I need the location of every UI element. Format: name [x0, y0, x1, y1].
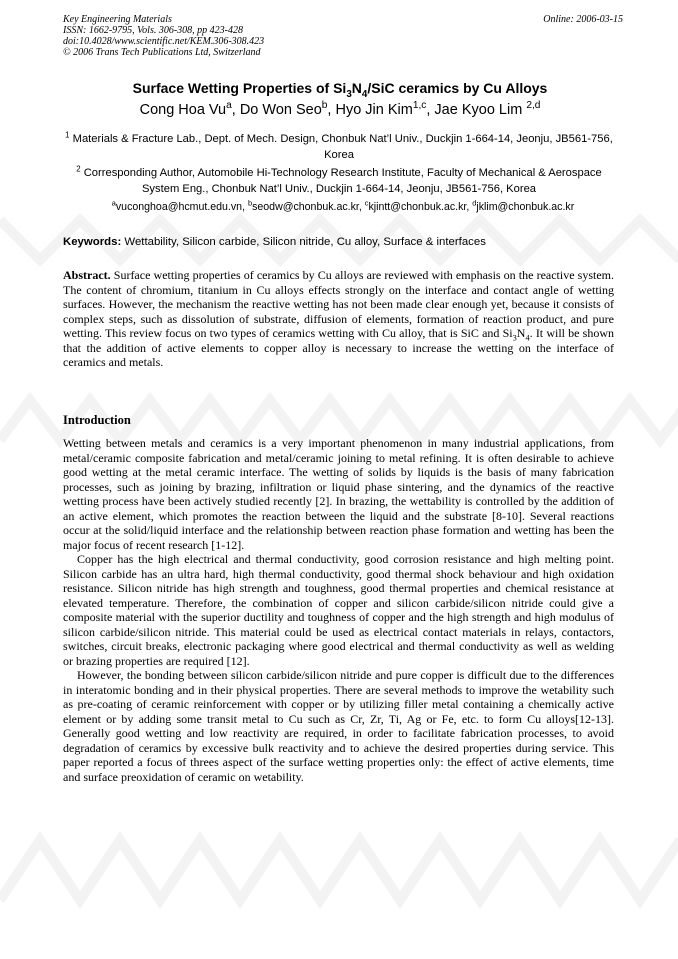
affiliation-text: Corresponding Author, Automobile Hi-Technology Research Institute, Faculty of Mechanical & Aerospace System Eng., Chonbuk Nat’l Univ., Duckjin 1-664-14, Jeonju, JB561-756, Korea [80, 167, 602, 195]
author-sup: b [321, 100, 328, 112]
affiliation-num: 1 [65, 130, 70, 140]
abstract-subscript: 4 [525, 333, 530, 343]
author-name: Do Won Seo [239, 102, 322, 118]
paper-title [40, 80, 640, 100]
introduction-body [63, 436, 614, 784]
author-name: Jae Kyoo Lim [434, 102, 527, 118]
abstract-text: N [516, 326, 526, 340]
keywords [63, 236, 623, 248]
affiliation-num: 2 [76, 164, 81, 174]
author-list: Cong Hoa Vu$^a$, Do Won Seo$^b$, Hyo Jin Kim$^{1,c}$, Jae Kyoo Lim $^{2,d}$ [139, 100, 541, 118]
author-name: Cong Hoa Vu [139, 102, 227, 118]
title-subscript: 3 [346, 88, 352, 100]
intro-paragraph: However, the bonding between silicon carbide/silicon nitride and pure copper is difficult due to the differences in interatomic bonding and in their physical properties. There are several methods to improve the wetability such as pre-coating of ceramic reinforcement with copper or by utilizing filler metal containing a chemically active element or by adding some transit metal to Cu such as Cr, Zr, Ti, Ag or Fe, etc. to form Cu alloys[12-13]. Generally good wetting and low reactivity are required, in order to facilitate fabrication processes, to avoid degradation of ceramics by excessive bulk reactivity and to achieve the desired properties during service. This paper reported a focus of threes aspect of the surface wetting properties only: the effect of active elements, time and surface preoxidation of ceramic on wetability. [63, 668, 614, 784]
affiliation-1 [63, 131, 615, 163]
title-subscript: 4 [361, 88, 368, 100]
introduction-heading: Introduction [63, 413, 131, 427]
email-sup: d [472, 198, 477, 208]
email-sup: b [247, 198, 253, 208]
email-address[interactable]: vuconghoa@hcmut.edu.vn [115, 201, 243, 213]
online-date: Online: 2006-03-15 [543, 14, 623, 25]
abstract-subscript: 3 [512, 333, 517, 343]
email-address[interactable]: kjintt@chonbuk.ac.kr [368, 201, 467, 213]
abstract-text: Surface wetting properties of ceramics by Cu alloys are reviewed with emphasis on the reactive system. The content of chromium, titanium in Cu alloys effects strongly on the interface and contact angle of wetting surfaces. However, the mechanism the reactive wetting has not been made clear enough yet, because it consists of complex steps, such as dissolution of substrate, diffusion of elements, formation of reaction product, and pure wetting. This review focus on two types of ceramics wetting with Cu alloy, that is SiC and Si [63, 268, 614, 340]
intro-paragraph: Copper has the high electrical and thermal conductivity, good corrosion resistance and high melting point. Silicon carbide has an ultra hard, high thermal conductivity, good thermal shock behaviour and high oxidation resistance. Silicon nitride has high strength and toughness, good thermal properties and chemical resistance at elevated temperature. Therefore, the combination of copper and silicon carbide/silicon nitride could give a composite material with the superior ductility and toughness of copper and the high strength and high modulus of silicon carbide/silicon nitride. This material could be used as electrical contact materials in relays, contactors, switches, circuit breaks, electronic packaging where good electrical and thermal conductivity as well as welding or brazing properties are required [12]. [63, 552, 614, 668]
author-emails: $^a$vuconghoa@hcmut.edu.vn, $^b$seodw@chonbuk.ac.kr, $^c$kjintt@chonbuk.ac.kr, $^d$jklim@chonbuk.ac.kr [111, 198, 575, 213]
email-address[interactable]: jklim@chonbuk.ac.kr [476, 201, 575, 213]
abstract-label: Abstract. [63, 268, 111, 282]
journal-issn: ISSN: 1662-9795, Vols. 306-308, pp 423-428 [63, 25, 243, 36]
title-part: N [351, 80, 362, 96]
author-sup: 1,c [412, 100, 427, 112]
journal-doi: doi:10.4028/www.scientific.net/KEM.306-308.423 [63, 36, 265, 47]
journal-name: Key Engineering Materials [63, 14, 172, 25]
email-sup: a [111, 198, 116, 208]
email-sup: c [364, 198, 369, 208]
author-sup: 2,d [526, 100, 541, 112]
title-part: Surface Wetting Properties of Si [132, 80, 347, 96]
intro-paragraph: Wetting between metals and ceramics is a very important phenomenon in many industrial applications, from metal/ceramic composite fabrication and metal/ceramic joining to metal refining. It is often desirable to achieve good wetting at the metal ceramic interface. The wetting of solids by liquids is the basis of many fabrication processes, such as joining by brazing, infiltration or liquid phase sintering, and the dynamics of the reactive wetting process have been actively studied recently [2]. In brazing, the wettability is controlled by the addition of an active element, which promotes the reaction between the liquid and the substrate [8-10]. Several reactions occur at the solid/liquid interface and the relationship between reaction phase formation and wetting has been the major focus of recent research [1-12]. [63, 436, 614, 552]
keywords-text: Wettability, Silicon carbide, Silicon nitride, Cu alloy, Surface & interfaces [121, 236, 486, 248]
affiliation-text: Materials & Fracture Lab., Dept. of Mech. Design, Chonbuk Nat’l Univ., Duckjin 1-664-14, Jeonju, JB561-756, Korea [69, 133, 613, 161]
abstract-text: . It will be shown that the addition of active elements to copper alloy is necessary to increase the wetting on the interface of ceramics and metals. [63, 326, 615, 369]
author-sup: a [226, 100, 232, 112]
journal-header [63, 14, 623, 58]
abstract [63, 268, 614, 370]
affiliation-2 [63, 165, 615, 197]
email-address[interactable]: seodw@chonbuk.ac.kr [252, 201, 359, 213]
journal-copyright: © 2006 Trans Tech Publications Ltd, Switzerland [63, 47, 261, 58]
title-part: /SiC ceramics by Cu Alloys [367, 80, 548, 96]
author-name: Hyo Jin Kim [335, 102, 413, 118]
keywords-label: Keywords: [63, 236, 122, 248]
